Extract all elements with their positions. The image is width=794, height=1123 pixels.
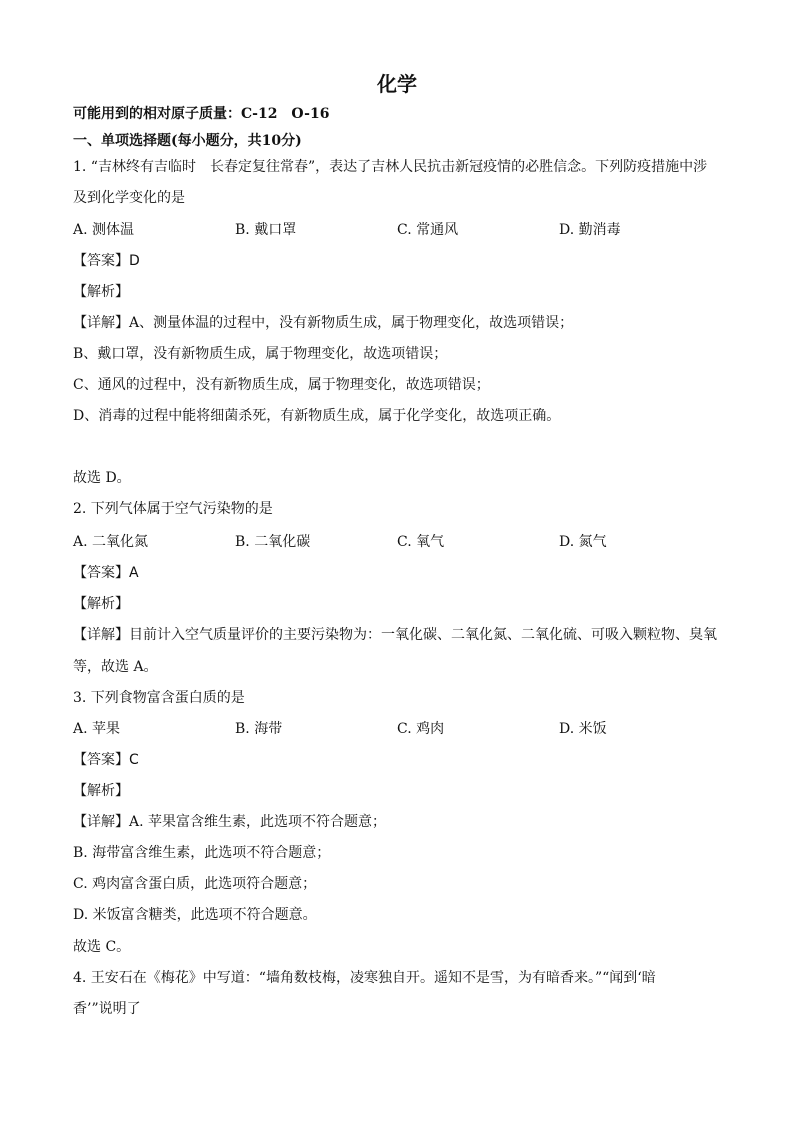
- q2-option-c: C. 氧气: [397, 534, 445, 550]
- q2-analysis-label: 【解析】: [73, 596, 129, 612]
- q1-stem-line1: 1. “吉林终有吉临时 长春定复往常春”，表达了吉林人民抗击新冠疫情的必胜信念。下列防疫措施中涉: [73, 159, 708, 175]
- q2-option-d: D. 氮气: [559, 534, 607, 550]
- q3-stem: 3. 下列食物富含蛋白质的是: [73, 690, 245, 706]
- q3-detail-line: D. 米饭富含糖类，此选项不符合题意。: [73, 907, 317, 923]
- q1-analysis-label: 【解析】: [73, 284, 129, 300]
- page-title: 化学: [377, 72, 417, 96]
- q2-detail-line1: 【详解】目前计入空气质量评价的主要污染物为：一氧化碳、二氧化氮、二氧化硫、可吸入颗粒物、臭氧: [73, 627, 717, 643]
- q3-detail-line: B. 海带富含维生素，此选项不符合题意；: [73, 845, 331, 861]
- q4-stem-line2: 香’”说明了: [73, 1001, 141, 1017]
- q3-answer: 【答案】C: [73, 752, 139, 768]
- q1-conclusion: 故选 D。: [73, 470, 131, 486]
- q4-stem-line1: 4. 王安石在《梅花》中写道：“墙角数枝梅，凌寒独自开。遥知不是雪，为有暗香来。”“闻到‘暗: [73, 970, 656, 986]
- q2-option-b: B. 二氧化碳: [235, 534, 311, 550]
- q3-option-b: B. 海带: [235, 721, 283, 737]
- q1-detail-line: B、戴口罩，没有新物质生成，属于物理变化，故选项错误；: [73, 346, 448, 362]
- q1-option-d: D. 勤消毒: [559, 222, 621, 238]
- q1-option-a: A. 测体温: [73, 222, 135, 238]
- q3-option-d: D. 米饭: [559, 721, 607, 737]
- q3-option-a: A. 苹果: [73, 721, 121, 737]
- q1-detail-line: 【详解】A、测量体温的过程中，没有新物质生成，属于物理变化，故选项错误；: [73, 315, 574, 331]
- q1-option-c: C. 常通风: [397, 222, 459, 238]
- q1-stem-line2: 及到化学变化的是: [73, 190, 185, 206]
- q3-option-c: C. 鸡肉: [397, 721, 445, 737]
- q2-detail-line2: 等，故选 A。: [73, 659, 158, 675]
- q1-answer: 【答案】D: [73, 253, 140, 269]
- q1-detail-line: D、消毒的过程中能将细菌杀死，有新物质生成，属于化学变化，故选项正确。: [73, 408, 561, 424]
- section-heading: 一、单项选择题(每小题分，共10分): [73, 133, 302, 149]
- q1-option-b: B. 戴口罩: [235, 222, 297, 238]
- q3-detail-line: C. 鸡肉富含蛋白质，此选项符合题意；: [73, 876, 317, 892]
- q3-detail-line: 【详解】A. 苹果富含维生素，此选项不符合题意；: [73, 814, 387, 830]
- q2-option-a: A. 二氧化氮: [73, 534, 149, 550]
- q2-answer: 【答案】A: [73, 565, 139, 581]
- q3-analysis-label: 【解析】: [73, 783, 129, 799]
- q2-stem: 2. 下列气体属于空气污染物的是: [73, 501, 273, 517]
- q3-conclusion: 故选 C。: [73, 939, 131, 955]
- atomic-mass-note: 可能用到的相对原子质量：C-12 O-16: [73, 106, 330, 122]
- q1-detail-line: C、通风的过程中，没有新物质生成，属于物理变化，故选项错误；: [73, 377, 490, 393]
